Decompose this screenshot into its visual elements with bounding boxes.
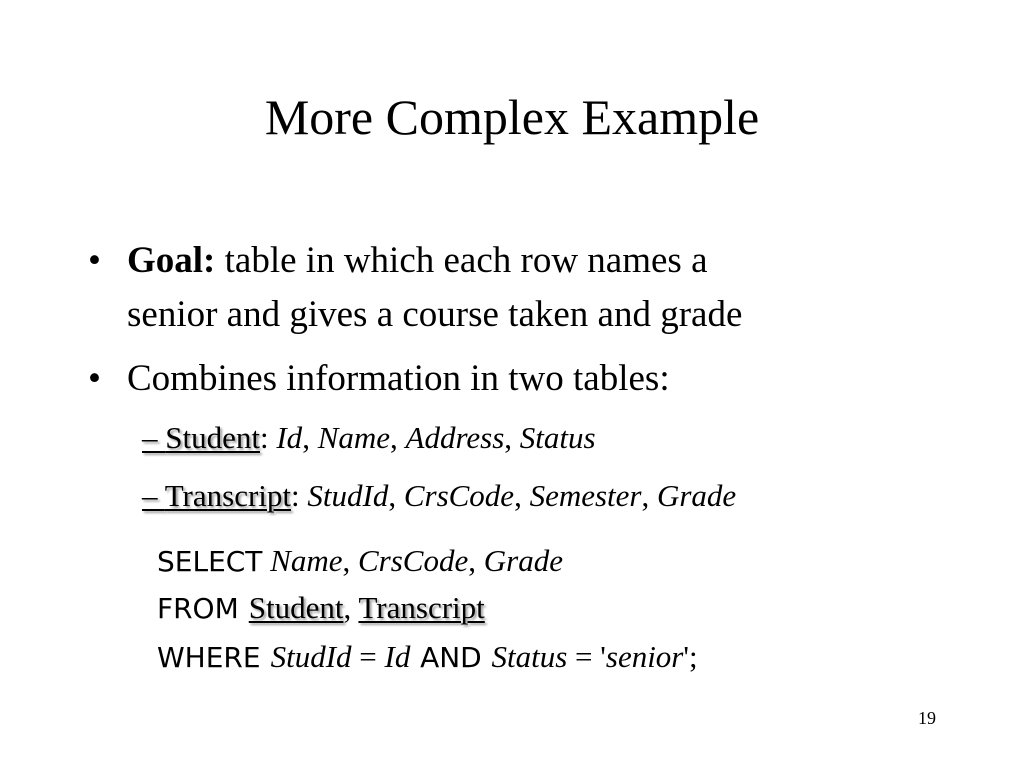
slide-title: More Complex Example	[264, 89, 760, 145]
bullet-goal-text	[127, 234, 742, 342]
transcript-table-link[interactable]: – Transcript	[142, 478, 292, 513]
subitem-student-table: – Student: Id, Name, Address, Status	[142, 420, 596, 455]
field-status: Status	[519, 420, 596, 455]
bullet-goal-line-1	[127, 234, 742, 288]
goal-text-line-2: senior and gives a course taken and grade	[127, 294, 743, 335]
sql-select-line: SELECT Name, CrsCode, Grade	[157, 543, 563, 578]
sql-select-field-crscode: CrsCode	[358, 543, 469, 578]
sql-cond-studid: StudId	[270, 639, 352, 674]
field-name: Name	[317, 420, 391, 455]
sql-select-field-grade: Grade	[483, 543, 563, 578]
sql-cond-senior: senior	[605, 639, 684, 674]
sql-from-keyword: FROM	[157, 592, 239, 625]
sql-cond-id: Id	[384, 639, 411, 674]
field-semester: Semester	[529, 478, 642, 513]
field-address: Address	[405, 420, 505, 455]
field-id: Id	[276, 420, 303, 455]
field-crscode: CrsCode	[403, 478, 515, 513]
bullet-combines-text: Combines information in two tables:	[127, 358, 670, 399]
goal-text-line-1: table in which each row names a	[215, 240, 708, 281]
sql-select-keyword: SELECT	[157, 545, 263, 578]
sql-where-line: WHERE StudId = Id AND Status = 'senior';	[157, 639, 698, 674]
goal-label: Goal:	[127, 240, 216, 281]
student-table-link[interactable]: – Student	[142, 420, 260, 455]
sql-from-line: FROM Student, Transcript	[157, 590, 485, 625]
bullet-marker: •	[88, 240, 101, 281]
page-number: 19	[918, 708, 936, 728]
colon: :	[259, 420, 277, 455]
sql-from-student-link[interactable]: Student	[248, 590, 344, 625]
bullet-marker: •	[88, 358, 101, 399]
sql-select-field-name: Name	[270, 543, 343, 578]
field-grade: Grade	[656, 478, 737, 513]
subitem-transcript-table: – Transcript: StudId, CrsCode, Semester, Grade	[142, 478, 737, 513]
sql-and-keyword: AND	[420, 641, 482, 674]
sql-cond-status: Status	[491, 639, 568, 674]
field-studid: StudId	[307, 478, 389, 513]
colon: :	[291, 478, 308, 513]
sql-from-transcript-link[interactable]: Transcript	[358, 590, 485, 625]
sql-where-keyword: WHERE	[157, 641, 261, 674]
